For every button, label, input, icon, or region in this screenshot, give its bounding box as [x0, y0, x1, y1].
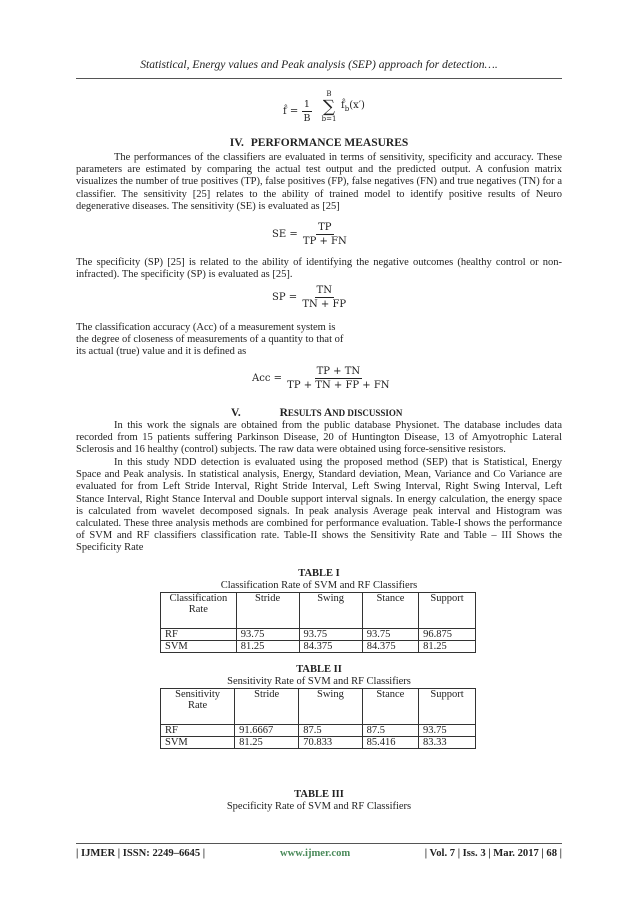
- table-2-cell: 87.5: [362, 725, 418, 737]
- table-1-cell: RF: [161, 629, 237, 641]
- table-1-cell: 84.375: [362, 641, 418, 653]
- table-2-cell: 93.75: [419, 725, 476, 737]
- table-3-caption: Specificity Rate of SVM and RF Classifiers: [226, 801, 412, 812]
- section-4-paragraph-3: The classification accuracy (Acc) of a measurement system is the degree of closeness of measurements of a quantity to that of its actual (true) value and it is defined as: [76, 322, 344, 358]
- table-2-header-cell: Swing: [299, 689, 362, 725]
- footer-volume-info: | Vol. 7 | Iss. 3 | Mar. 2017 | 68 |: [424, 848, 562, 859]
- table-3-label: TABLE III: [294, 789, 344, 800]
- header-rule: [76, 78, 562, 79]
- section-4-paragraph-2: The specificity (SP) [25] is related to the ability of identifying the negative outcomes (healthy control or non-infracted). The specificity (SP) is evaluated as [25].: [76, 257, 562, 281]
- section-5-number: V.: [231, 407, 241, 419]
- sigma-symbol: ∑: [322, 97, 336, 117]
- bagging-term-arg: (x′): [349, 100, 365, 111]
- table-2-cell: 91.6667: [235, 725, 299, 737]
- table-2-cell: 87.5: [299, 725, 362, 737]
- table-1-label: TABLE I: [298, 568, 340, 579]
- table-2-cell: SVM: [161, 737, 235, 749]
- running-header: Statistical, Energy values and Peak analysis (SEP) approach for detection….: [140, 58, 498, 71]
- table-row: [161, 641, 476, 653]
- section-4-number: IV.: [229, 137, 244, 149]
- specificity-denominator: TN + FP: [302, 299, 347, 310]
- bagging-lhs: f̂ =: [283, 106, 299, 117]
- table-2-header-cell: Sensitivity Rate: [161, 689, 235, 725]
- footer-rule: [76, 843, 562, 844]
- table-1-header-cell: Stride: [236, 593, 299, 629]
- sensitivity-lhs: SE =: [272, 229, 298, 240]
- table-2-header-cell: Support: [419, 689, 476, 725]
- table-2-caption: Sensitivity Rate of SVM and RF Classifiers: [227, 676, 411, 687]
- table-1-cell: 93.75: [299, 629, 362, 641]
- specificity-numerator: TN: [316, 285, 332, 296]
- bagging-term-sub: b: [344, 105, 350, 113]
- accuracy-lhs: Acc =: [252, 373, 282, 384]
- table-1-header-cell: Classification Rate: [161, 593, 237, 629]
- table-1-cell: 81.25: [236, 641, 299, 653]
- section-5-title-part-1: ESULTS: [287, 408, 324, 418]
- table-2-cell: 85.416: [362, 737, 418, 749]
- sensitivity-numerator: TP: [318, 222, 332, 233]
- table-1-cell: 93.75: [236, 629, 299, 641]
- section-5-title-A: A: [323, 407, 333, 419]
- section-5-title: [280, 407, 403, 419]
- table-1-cell: 93.75: [362, 629, 418, 641]
- section-5-heading: [231, 407, 638, 419]
- section-5-title-part-2: ND DISCUSSION: [332, 408, 403, 418]
- table-1-cell: 96.875: [419, 629, 476, 641]
- section-4-paragraph-1: The performances of the classifiers are evaluated in terms of sensitivity, specificity and accuracy. These parameters are estimated by comparing the actual test output and the predicted output. A confusion matrix visualizes the number of true positives (TP), false positives (FP), false negatives (FN) and true negatives (TN) for a classifier. The sensitivity [25] relates to the ability of trained model to identify positive results of Neuro degenerative diseases. The sensitivity (SE) is evaluated as [25]: [76, 152, 562, 212]
- table-1-header-row: [161, 593, 476, 629]
- accuracy-fraction: [285, 366, 391, 391]
- table-1-cell: 81.25: [419, 641, 476, 653]
- table-1-header-cell: Swing: [299, 593, 362, 629]
- sensitivity-fraction: [301, 222, 349, 247]
- table-1-cell: SVM: [161, 641, 237, 653]
- bagging-coef-num: 1: [303, 99, 310, 110]
- table-2-cell: 83.33: [419, 737, 476, 749]
- table-2-cell: RF: [161, 725, 235, 737]
- table-2-cell: 81.25: [235, 737, 299, 749]
- table-1-header-cell: Stance: [362, 593, 418, 629]
- table-row: [161, 725, 476, 737]
- footer-journal-info: | IJMER | ISSN: 2249–6645 |: [76, 848, 206, 859]
- table-1-caption: Classification Rate of SVM and RF Classifiers: [220, 580, 418, 591]
- table-1-cell: 84.375: [299, 641, 362, 653]
- specificity-lhs: SP =: [272, 292, 298, 303]
- table-2-header-cell: Stance: [362, 689, 418, 725]
- table-1-header-cell: Support: [419, 593, 476, 629]
- table-2-label: TABLE II: [296, 664, 342, 675]
- footer-website-link[interactable]: www.ijmer.com: [280, 848, 351, 859]
- table-1: [160, 592, 476, 653]
- section-5-paragraph-1: In this work the signals are obtained from the public database Physionet. The database includes data recorded from 15 patients suffering Parkinson Disease, 20 of Huntington Disease, 13 of Amyotrophic Lateral Sclerosis and 16 healthy (control) subjects. The raw data were obtained using force-sensitive resistors.: [76, 420, 562, 456]
- table-row: [161, 629, 476, 641]
- table-2: [160, 688, 476, 749]
- bagging-coef-den: B: [303, 113, 311, 124]
- table-2-cell: 70.833: [299, 737, 362, 749]
- accuracy-denominator: TP + TN + FP + FN: [287, 380, 390, 391]
- section-5-title-R: R: [279, 407, 288, 419]
- table-row: [161, 737, 476, 749]
- accuracy-numerator: TP + TN: [316, 366, 361, 377]
- table-2-header-cell: Stride: [235, 689, 299, 725]
- table-2-header-row: [161, 689, 476, 725]
- sum-operator: [321, 90, 337, 124]
- specificity-fraction: [300, 285, 348, 310]
- sum-upper: B: [326, 90, 332, 98]
- section-5-paragraph-2: In this study NDD detection is evaluated using the proposed method (SEP) that is Statistical, Energy Space and Peak analysis. In statistical analysis, Energy, Standard deviation, Mean, Variance and Co Variance are evaluated for from Left Stride Interval, Right Stride Interval, Left Swing Interval, Right Swing Interval, Left Stance Interval, Right Stance Interval and Double support interval signals. In energy calculation, the energy space is calculated from wavelet decomposed signals. In peak analysis Average peak interval and Histogram was calculated. These three analysis methods are combined for performance evaluation. Table-I shows the performance of SVM and RF classifiers classification rate. Table-II shows the Sensitivity Rate and Table – III Shows the Specificity Rate: [76, 457, 562, 554]
- section-4-heading: [0, 137, 638, 149]
- bagging-term: f̂: [341, 100, 345, 111]
- bagging-coefficient: [301, 99, 312, 124]
- sensitivity-denominator: TP + FN: [302, 236, 347, 247]
- section-4-title: PERFORMANCE MEASURES: [250, 137, 409, 149]
- sum-lower: b=1: [321, 115, 337, 123]
